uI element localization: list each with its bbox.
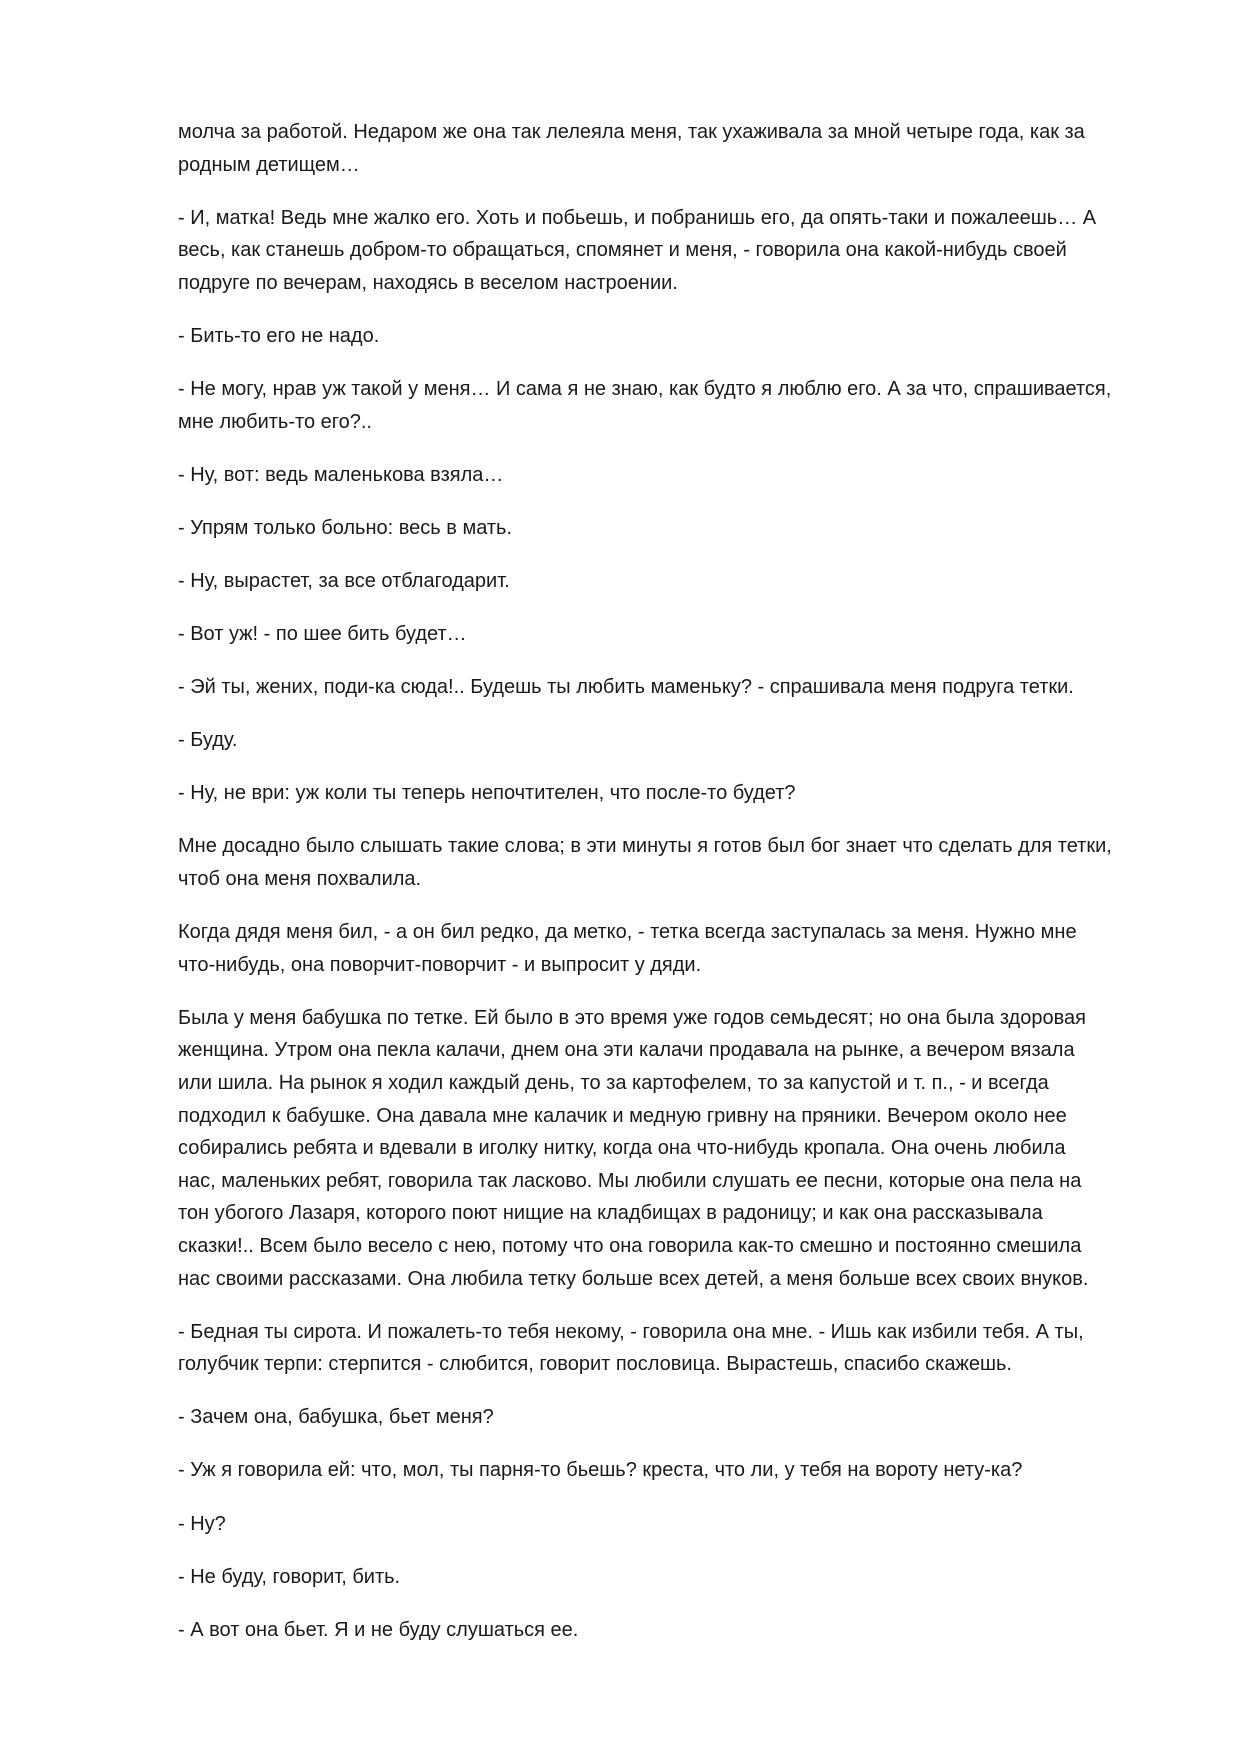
paragraph <box>178 459 1078 492</box>
document-body <box>178 116 1112 1667</box>
paragraph-line: - Уж я говорила ей: что, мол, ты парня-то бьешь? креста, что ли, у тебя на вороту нету-ка? <box>178 1459 1023 1482</box>
paragraph-line: - Ну, вырастет, за все отблагодарит. <box>178 569 510 592</box>
paragraph-line: или шила. На рынок я ходил каждый день, то за картофелем, то за капустой и т. п., - и всегда <box>178 1071 1049 1094</box>
paragraph-line: Когда дядя меня бил, - а он бил редко, да метко, - тетка всегда заступалась за меня. Нужно мне <box>178 921 1077 944</box>
paragraph-line: собирались ребята и вдевали в иголку нитку, когда она что-нибудь кропала. Она очень любила <box>178 1137 1066 1160</box>
paragraph-line: - А вот она бьет. Я и не буду слушаться ее. <box>178 1618 579 1641</box>
paragraph <box>178 671 1078 704</box>
paragraph-line: - Ну, не ври: уж коли ты теперь непочтителен, что после-то будет? <box>178 782 796 805</box>
paragraph-line: голубчик терпи: стерпится - слюбится, говорит пословица. Вырастешь, спасибо скажешь. <box>178 1353 1012 1376</box>
paragraph <box>178 777 1078 810</box>
paragraph <box>178 373 1112 438</box>
paragraph <box>178 1454 1078 1487</box>
paragraph-line: молча за работой. Недаром же она так лелеяла меня, так ухаживала за мной четыре года, как за <box>178 121 1085 143</box>
paragraph-line: что-нибудь, она поворчит-поворчит - и выпросит у дяди. <box>178 953 702 976</box>
paragraph-line: нас, маленьких ребят, говорила так ласково. Мы любили слушать ее песни, которые она пела на <box>178 1169 1082 1192</box>
paragraph-line: - Буду. <box>178 729 238 752</box>
paragraph-line: мне любить-то его?.. <box>178 410 372 433</box>
paragraph-line: Была у меня бабушка по тетке. Ей было в это время уже годов семьдесят; но она была здоровая <box>178 1006 1086 1029</box>
paragraph <box>178 1508 1078 1541</box>
paragraph <box>178 916 1078 981</box>
paragraph-line: - Ну, вот: ведь маленькова взяла… <box>178 463 504 486</box>
paragraph-line: весь, как станешь добром-то обращаться, спомянет и меня, - говорила она какой-нибудь своей <box>178 239 1067 262</box>
paragraph-line: - Вот уж! - по шее бить будет… <box>178 623 467 646</box>
paragraph-line: женщина. Утром она пекла калачи, днем она эти калачи продавала на рынке, а вечером вязала <box>178 1039 1075 1062</box>
paragraph-line: - Не могу, нрав уж такой у меня… И сама я не знаю, как будто я люблю его. А за что, спрашивается, <box>178 378 1112 401</box>
paragraph-line: подруге по вечерам, находясь в веселом настроении. <box>178 271 678 294</box>
paragraph-line: - И, матка! Ведь мне жалко его. Хоть и побьешь, и побранишь его, да опять-таки и пожалеешь… А <box>178 206 1097 229</box>
paragraph-line: родным детищем… <box>178 153 360 176</box>
paragraph <box>178 1316 1084 1381</box>
paragraph <box>178 320 1078 353</box>
paragraph <box>178 565 1078 598</box>
paragraph <box>178 1561 1078 1594</box>
paragraph-line: сказки!.. Всем было весело с нею, потому что она говорила как-то смешно и постоянно смешила <box>178 1234 1082 1257</box>
paragraph-line: - Зачем она, бабушка, бьет меня? <box>178 1406 494 1429</box>
paragraph <box>178 830 1112 895</box>
paragraph-line: - Не буду, говорит, бить. <box>178 1565 401 1588</box>
paragraph <box>178 1614 1078 1647</box>
paragraph <box>178 116 1085 181</box>
paragraph-line: - Упрям только больно: весь в мать. <box>178 516 513 539</box>
paragraph-line: чтоб она меня похвалила. <box>178 868 422 890</box>
paragraph-line: - Бедная ты сирота. И пожалеть-то тебя некому, - говорила она мне. - Ишь как избили тебя. А ты, <box>178 1320 1084 1343</box>
paragraph <box>178 1002 1089 1295</box>
paragraph <box>178 618 1078 651</box>
paragraph-line: тон убогого Лазаря, которого поют нищие на кладбищах в радоницу; и как она рассказывала <box>178 1202 1043 1225</box>
paragraph-line: Мне досадно было слышать такие слова; в эти минуты я готов был бог знает что сделать для тетки, <box>178 835 1112 858</box>
paragraph-line: подходил к бабушке. Она давала мне калачик и медную гривну на пряники. Вечером около нее <box>178 1104 1067 1127</box>
paragraph <box>178 512 1078 545</box>
paragraph <box>178 724 1078 757</box>
paragraph <box>178 1401 1078 1434</box>
paragraph <box>178 202 1097 300</box>
paragraph-line: - Бить-то его не надо. <box>178 324 380 347</box>
paragraph-line: - Ну? <box>178 1512 226 1535</box>
paragraph-line: нас своими рассказами. Она любила тетку больше всех детей, а меня больше всех своих внуков. <box>178 1267 1089 1290</box>
paragraph-line: - Эй ты, жених, поди-ка сюда!.. Будешь ты любить маменьку? - спрашивала меня подруга тетки. <box>178 676 1074 699</box>
